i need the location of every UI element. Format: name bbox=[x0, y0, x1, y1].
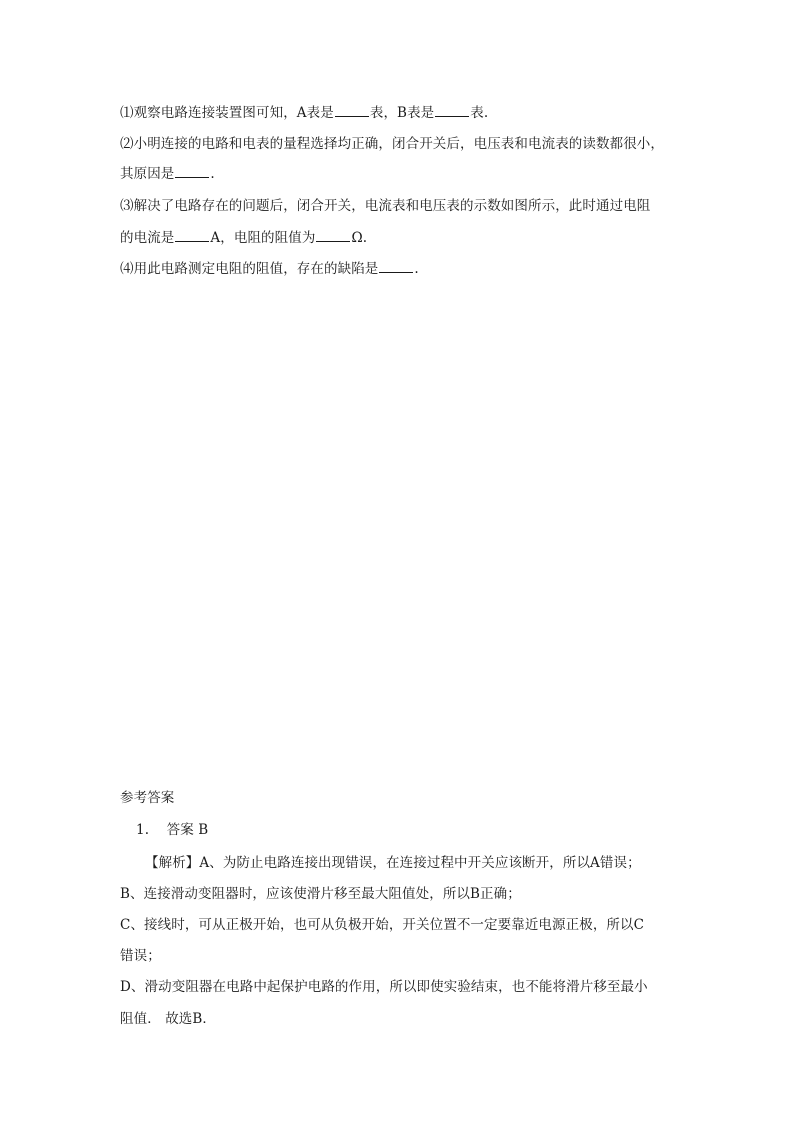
question-1-text-c: 表. bbox=[470, 105, 489, 121]
question-3-text-b: A，电阻的阻值为 bbox=[210, 230, 316, 246]
analysis-line-2: B、连接滑动变阻器时，应该使滑片移至最大阻值处，所以B正确； bbox=[120, 886, 521, 902]
analysis-line-5: D、滑动变阻器在电路中起保护电路的作用，所以即使实验结束，也不能将滑片移至最小 bbox=[120, 979, 648, 995]
answers-heading: 参考答案 bbox=[120, 790, 175, 806]
question-1-text-a: ⑴观察电路连接装置图可知，A表是 bbox=[120, 105, 334, 121]
question-1 bbox=[120, 103, 488, 123]
answer-blank bbox=[175, 165, 209, 178]
answer-item-1-number: 1. bbox=[136, 822, 150, 838]
answer-blank bbox=[335, 104, 369, 117]
analysis-line-1: 【解析】A、为防止电路连接出现错误，在连接过程中开关应该断开，所以A错误； bbox=[145, 855, 641, 871]
answer-item-1-answer: 答案 B bbox=[166, 822, 209, 838]
question-3-text-a: 的电流是 bbox=[120, 230, 175, 246]
analysis-line-6: 阻值． 故选B． bbox=[120, 1011, 217, 1027]
question-4 bbox=[120, 259, 419, 279]
question-4-text-b: . bbox=[414, 261, 419, 277]
question-3-line-2 bbox=[120, 228, 367, 248]
question-2-line-1: ⑵小明连接的电路和电表的量程选择均正确，闭合开关后，电压表和电流表的读数都很小， bbox=[120, 136, 664, 152]
answer-blank bbox=[316, 229, 350, 242]
answer-item-1 bbox=[136, 820, 208, 840]
question-2-text-a: 其原因是 bbox=[120, 166, 175, 182]
analysis-line-4: 错误； bbox=[120, 948, 161, 964]
answer-blank bbox=[175, 229, 209, 242]
question-4-text-a: ⑷用此电路测定电阻的阻值，存在的缺陷是 bbox=[120, 261, 379, 277]
question-3-line-1: ⑶解决了电路存在的问题后，闭合开关，电流表和电压表的示数如图所示，此时通过电阻 bbox=[120, 198, 651, 214]
question-2-text-b: . bbox=[210, 166, 215, 182]
analysis-line-3: C、接线时，可从正极开始，也可从负极开始，开关位置不一定要靠近电源正极，所以C bbox=[120, 917, 645, 933]
question-3-text-c: Ω. bbox=[351, 230, 368, 246]
question-1-text-b: 表，B表是 bbox=[369, 105, 435, 121]
answer-blank bbox=[379, 260, 413, 273]
question-2-line-2 bbox=[120, 164, 215, 184]
answer-blank bbox=[435, 104, 469, 117]
